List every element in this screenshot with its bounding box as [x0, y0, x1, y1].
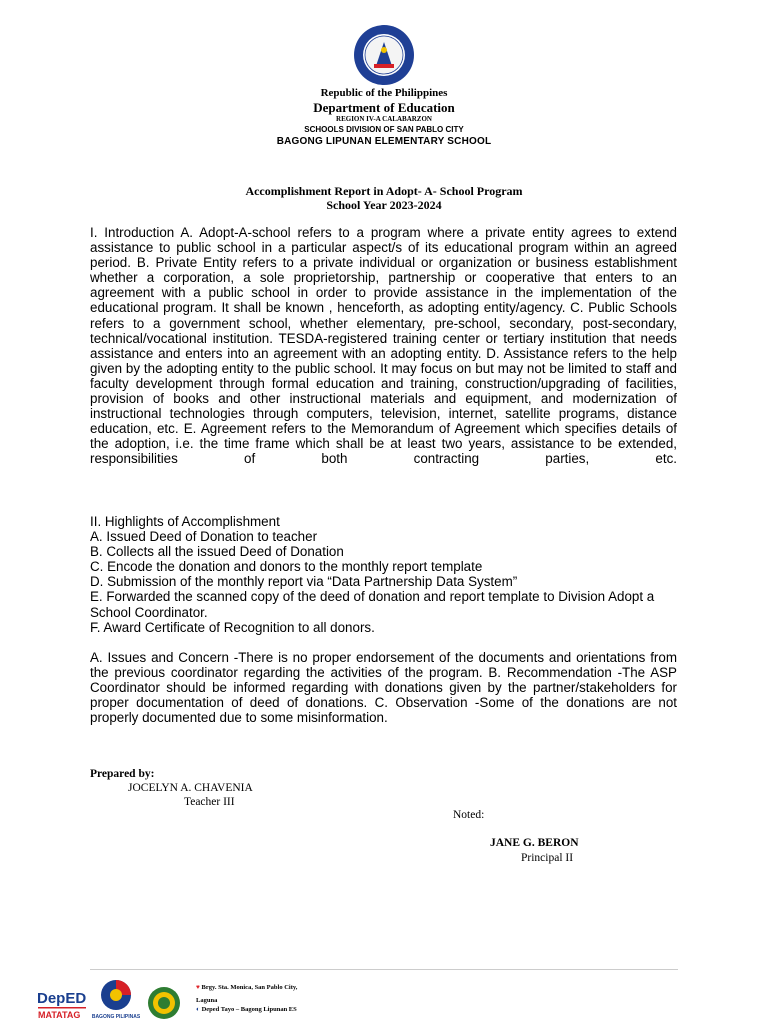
location-pin-icon: ♥ [196, 984, 200, 991]
footer-divider [90, 969, 678, 970]
bagong-pilipinas-logo [91, 978, 141, 1022]
svg-text:BAGONG PILIPINAS: BAGONG PILIPINAS [91, 1014, 141, 1020]
report-title: Accomplishment Report in Adopt- A- School Program [245, 184, 523, 198]
school-seal-logo [144, 986, 184, 1020]
footer-facebook: ◐ Deped Tayo – Bagong Lipunan ES [196, 1006, 297, 1013]
preparer-name: JOCELYN A. CHAVENIA [128, 782, 253, 794]
svg-text:MATATAG: MATATAG [38, 1010, 81, 1020]
list-item: D. Submission of the monthly report via “Data Partnership Data System” [90, 574, 518, 590]
preparer-position: Teacher III [184, 796, 235, 808]
division-heading: SCHOOLS DIVISION OF SAN PABLO CITY [304, 125, 464, 134]
region-heading: REGION IV-A CALABARZON [336, 115, 432, 123]
list-item: E. Forwarded the scanned copy of the deed of donation and report template to Division Adopt a School Coordinator. [90, 589, 655, 620]
list-item: C. Encode the donation and donors to the monthly report template [90, 559, 483, 575]
footer-address: ♥ Brgy. Sta. Monica, San Pablo City, [196, 984, 298, 991]
svg-text:DepED: DepED [37, 990, 87, 1007]
republic-heading: Republic of the Philippines [320, 87, 448, 99]
prepared-by-label: Prepared by: [90, 768, 155, 780]
school-year: School Year 2023-2024 [326, 198, 442, 212]
highlights-list [90, 514, 690, 635]
list-item: F. Award Certificate of Recognition to all donors. [90, 619, 375, 635]
deped-matatag-logo [36, 986, 88, 1022]
list-item: A. Issued Deed of Donation to teacher [90, 529, 318, 545]
list-item: B. Collects all the issued Deed of Donation [90, 544, 344, 560]
concerns-paragraph: A. Issues and Concern -There is no proper endorsement of the documents and orientations from the previous coordinator regarding the activities of the program. B. Recommendation -The ASP Coordinator should be informed regarding with donations given by the partner/stakeholders for proper documentation of deed of donations. C. Observation -Some of the donations are not properly documented due to some misinformation. [90, 650, 677, 726]
introduction-paragraph: I. Introduction A. Adopt-A-school refers to a program where a private entity agrees to extend assistance to public school in a particular aspect/s of its educational program within an agreed period. B. Private Entity refers to a private individual or organization or business establishment whether a corporation, a sole proprietorship, partnership or cooperative that enters to an agreement with a public school in order to provide assistance in the implementation of the educational program. It shall be known , henceforth, as adopting entity/agency. C. Public Schools refers to a government school, whether elementary, pre-school, secondary, post-secondary, technical/vocational institution. TESDA-registered training center or tertiary institution that needs assistance and enters into an agreement with an adopting entity. D. Assistance refers to the help given by the adopting entity to the public school. It may focus on but may not be limited to staff and faculty development through formal education and training, construction/upgrading of facilities, provision of books and other instructional materials and equipment, and modernization of instructional technologies through computers, television, internet, satellite programs, distance education, etc. E. Agreement refers to the Memorandum of Agreement which specifies details of the adoption, i.e. the time frame which shall be at least two years, assistance to be extended, responsibilities of both contracting parties, etc. [90, 225, 677, 467]
school-heading: BAGONG LIPUNAN ELEMENTARY SCHOOL [276, 136, 492, 147]
department-heading: Department of Education [313, 100, 455, 115]
noted-label: Noted: [453, 809, 485, 821]
footer-address-line2: Laguna [196, 997, 218, 1004]
highlights-heading: II. Highlights of Accomplishment [90, 514, 280, 529]
noter-name: JANE G. BERON [490, 837, 579, 849]
noter-position: Principal II [521, 852, 574, 864]
globe-icon: ◐ [196, 1006, 200, 1013]
deped-seal-logo [346, 24, 422, 86]
